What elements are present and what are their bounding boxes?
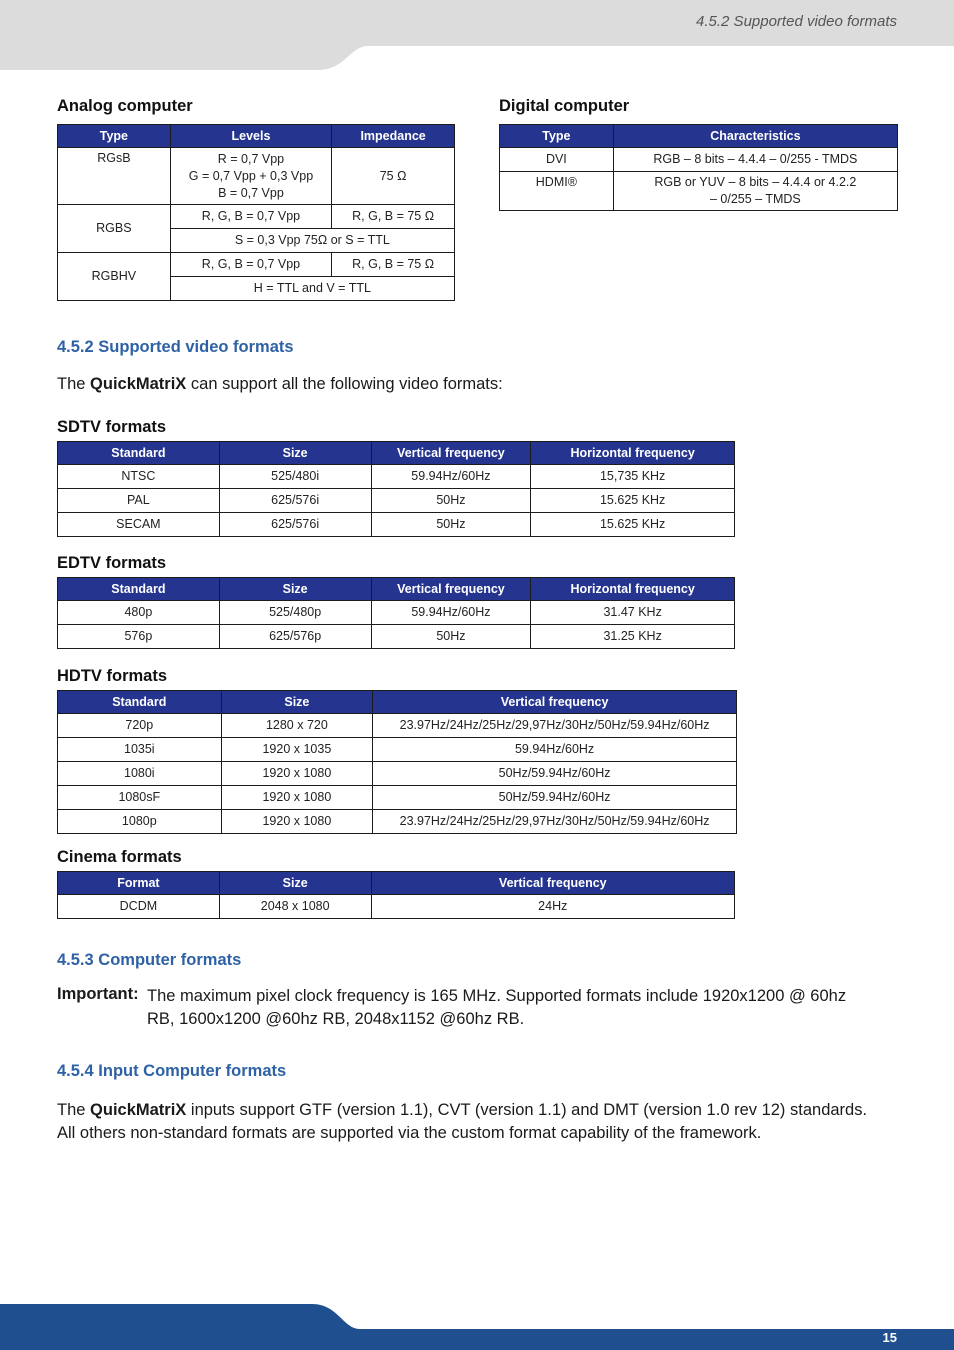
table-cell: 525/480p <box>219 601 371 625</box>
table-header-row <box>58 578 735 601</box>
table-cell: 1035i <box>58 738 222 762</box>
table-header-row <box>58 872 735 895</box>
column-header-standard: Standard <box>58 442 220 465</box>
column-header-standard: Standard <box>58 691 222 714</box>
table-cell: 50Hz <box>371 489 531 513</box>
table-cell: 50Hz/59.94Hz/60Hz <box>373 762 737 786</box>
column-header-vertical-frequency: Vertical frequency <box>373 691 737 714</box>
section-heading-video-formats: 4.5.2 Supported video formats <box>57 338 294 356</box>
table-cell: 720p <box>58 714 222 738</box>
table-cell: 50Hz <box>371 513 531 537</box>
table-cell: 1920 x 1080 <box>221 810 373 834</box>
section-heading-input-computer-formats: 4.5.4 Input Computer formats <box>57 1062 287 1080</box>
table-cell: 59.94Hz/60Hz <box>373 738 737 762</box>
important-line: The maximum pixel clock frequency is 165 MHz. Supported formats include 1920x1200 @ 60hz <box>147 987 847 1005</box>
analog-computer-section <box>57 97 455 301</box>
table-cell: 59.94Hz/60Hz <box>371 465 531 489</box>
brand-name: QuickMatriX <box>90 1101 187 1119</box>
table-row <box>58 489 735 513</box>
table-cell: 50Hz/59.94Hz/60Hz <box>373 786 737 810</box>
table-row <box>58 601 735 625</box>
cell-sync-rgbs: S = 0,3 Vpp 75Ω or S = TTL <box>170 229 454 253</box>
cell-type-rgbhv: RGBHV <box>58 253 171 301</box>
hdtv-table <box>57 690 737 834</box>
level-line: G = 0,7 Vpp + 0,3 Vpp <box>188 168 314 183</box>
video-formats-intro <box>57 373 503 396</box>
table-row <box>58 714 737 738</box>
column-header-type: Type <box>58 125 171 148</box>
page-number: 15 <box>882 1330 897 1345</box>
cell-characteristics-dvi: RGB – 8 bits – 4.4.4 – 0/255 - TMDS <box>613 148 897 172</box>
hdtv-title: HDTV formats <box>57 667 168 685</box>
intro-pre: The <box>57 375 91 393</box>
cell-levels-rgbhv: R, G, B = 0,7 Vpp <box>170 253 331 277</box>
table-cell: 1920 x 1035 <box>221 738 373 762</box>
important-line: RB, 1600x1200 @60hz RB, 2048x1152 @60hz RB. <box>147 1010 525 1028</box>
digital-computer-title: Digital computer <box>499 97 630 115</box>
edtv-section <box>57 554 735 649</box>
table-cell: 23.97Hz/24Hz/25Hz/29,97Hz/30Hz/50Hz/59.94Hz/60Hz <box>373 810 737 834</box>
table-cell: SECAM <box>58 513 220 537</box>
table-header-row <box>500 125 898 148</box>
level-line: B = 0,7 Vpp <box>218 185 284 200</box>
table-row <box>58 465 735 489</box>
characteristics-line: – 0/255 – TMDS <box>709 192 801 206</box>
table-cell: 59.94Hz/60Hz <box>371 601 531 625</box>
table-row <box>58 205 455 229</box>
level-line: R = 0,7 Vpp <box>217 151 285 166</box>
input-post: inputs support GTF (version 1.1), CVT (version 1.1) and DMT (version 1.0 rev 12) standards. <box>186 1101 868 1119</box>
table-cell: 1920 x 1080 <box>221 786 373 810</box>
cell-sync-rgbhv: H = TTL and V = TTL <box>170 277 454 301</box>
column-header-horizontal-frequency: Horizontal frequency <box>531 442 735 465</box>
table-cell: 31.47 KHz <box>531 601 735 625</box>
cinema-table <box>57 871 735 919</box>
characteristics-line: RGB or YUV – 8 bits – 4.4.4 or 4.2.2 <box>654 175 857 189</box>
table-cell: 576p <box>58 625 220 649</box>
cell-impedance-rgbs: R, G, B = 75 Ω <box>332 205 455 229</box>
column-header-characteristics: Characteristics <box>613 125 897 148</box>
table-cell: 625/576i <box>219 489 371 513</box>
cell-levels-rgsb <box>170 148 331 205</box>
table-row <box>58 786 737 810</box>
cell-impedance-rgsb: 75 Ω <box>332 148 455 205</box>
running-header-title: 4.5.2 Supported video formats <box>696 13 897 30</box>
column-header-vertical-frequency: Vertical frequency <box>371 442 531 465</box>
table-row <box>58 895 735 919</box>
table-cell: 1080p <box>58 810 222 834</box>
column-header-size: Size <box>219 442 371 465</box>
column-header-format: Format <box>58 872 220 895</box>
column-header-vertical-frequency: Vertical frequency <box>371 872 734 895</box>
analog-computer-table <box>57 124 455 301</box>
footer-band <box>0 1304 954 1350</box>
column-header-standard: Standard <box>58 578 220 601</box>
table-row <box>58 810 737 834</box>
table-row <box>58 738 737 762</box>
table-cell: 480p <box>58 601 220 625</box>
input-line2: All others non-standard formats are supported via the custom format capability of the framework. <box>57 1124 762 1142</box>
cell-type-rgsb: RGsB <box>58 148 171 205</box>
table-header-row <box>58 125 455 148</box>
sdtv-section <box>57 418 735 537</box>
analog-computer-title: Analog computer <box>57 97 193 115</box>
table-cell: 2048 x 1080 <box>219 895 371 919</box>
column-header-vertical-frequency: Vertical frequency <box>371 578 531 601</box>
input-formats-paragraph <box>57 1099 867 1145</box>
column-header-type: Type <box>500 125 614 148</box>
table-cell: 1080sF <box>58 786 222 810</box>
table-cell: 1920 x 1080 <box>221 762 373 786</box>
table-row <box>58 513 735 537</box>
sdtv-title: SDTV formats <box>57 418 167 436</box>
cell-characteristics-hdmi <box>613 172 897 211</box>
input-pre: The <box>57 1101 91 1119</box>
table-cell: 1080i <box>58 762 222 786</box>
table-cell: PAL <box>58 489 220 513</box>
hdtv-section <box>57 667 737 834</box>
cell-type-dvi: DVI <box>500 148 614 172</box>
edtv-table <box>57 577 735 649</box>
sdtv-table <box>57 441 735 537</box>
table-row <box>500 148 898 172</box>
column-header-size: Size <box>219 872 371 895</box>
cell-type-rgbs: RGBS <box>58 205 171 253</box>
intro-post: can support all the following video formats: <box>186 375 503 393</box>
table-row <box>58 148 455 205</box>
table-header-row <box>58 691 737 714</box>
edtv-title: EDTV formats <box>57 554 167 572</box>
table-row <box>500 172 898 211</box>
cinema-title: Cinema formats <box>57 848 182 866</box>
table-row <box>58 253 455 277</box>
table-cell: DCDM <box>58 895 220 919</box>
table-row <box>58 625 735 649</box>
header-band <box>0 0 954 70</box>
table-row <box>58 762 737 786</box>
important-label: Important: <box>57 985 139 1003</box>
table-cell: 525/480i <box>219 465 371 489</box>
table-cell: 625/576i <box>219 513 371 537</box>
cell-type-hdmi: HDMI® <box>500 172 614 211</box>
table-cell: 1280 x 720 <box>221 714 373 738</box>
column-header-levels: Levels <box>170 125 331 148</box>
table-cell: 23.97Hz/24Hz/25Hz/29,97Hz/30Hz/50Hz/59.94Hz/60Hz <box>373 714 737 738</box>
digital-computer-section <box>499 97 898 211</box>
table-cell: 15,735 KHz <box>531 465 735 489</box>
table-cell: 31.25 KHz <box>531 625 735 649</box>
column-header-size: Size <box>221 691 373 714</box>
table-cell: NTSC <box>58 465 220 489</box>
section-heading-computer-formats: 4.5.3 Computer formats <box>57 951 242 969</box>
column-header-size: Size <box>219 578 371 601</box>
column-header-impedance: Impedance <box>332 125 455 148</box>
table-cell: 625/576p <box>219 625 371 649</box>
table-cell: 15.625 KHz <box>531 489 735 513</box>
column-header-horizontal-frequency: Horizontal frequency <box>531 578 735 601</box>
important-text <box>147 985 846 1031</box>
table-header-row <box>58 442 735 465</box>
cell-levels-rgbs: R, G, B = 0,7 Vpp <box>170 205 331 229</box>
table-cell: 15.625 KHz <box>531 513 735 537</box>
cinema-section <box>57 848 735 919</box>
brand-name: QuickMatriX <box>90 375 187 393</box>
digital-computer-table <box>499 124 898 211</box>
table-cell: 50Hz <box>371 625 531 649</box>
cell-impedance-rgbhv: R, G, B = 75 Ω <box>332 253 455 277</box>
table-cell: 24Hz <box>371 895 734 919</box>
